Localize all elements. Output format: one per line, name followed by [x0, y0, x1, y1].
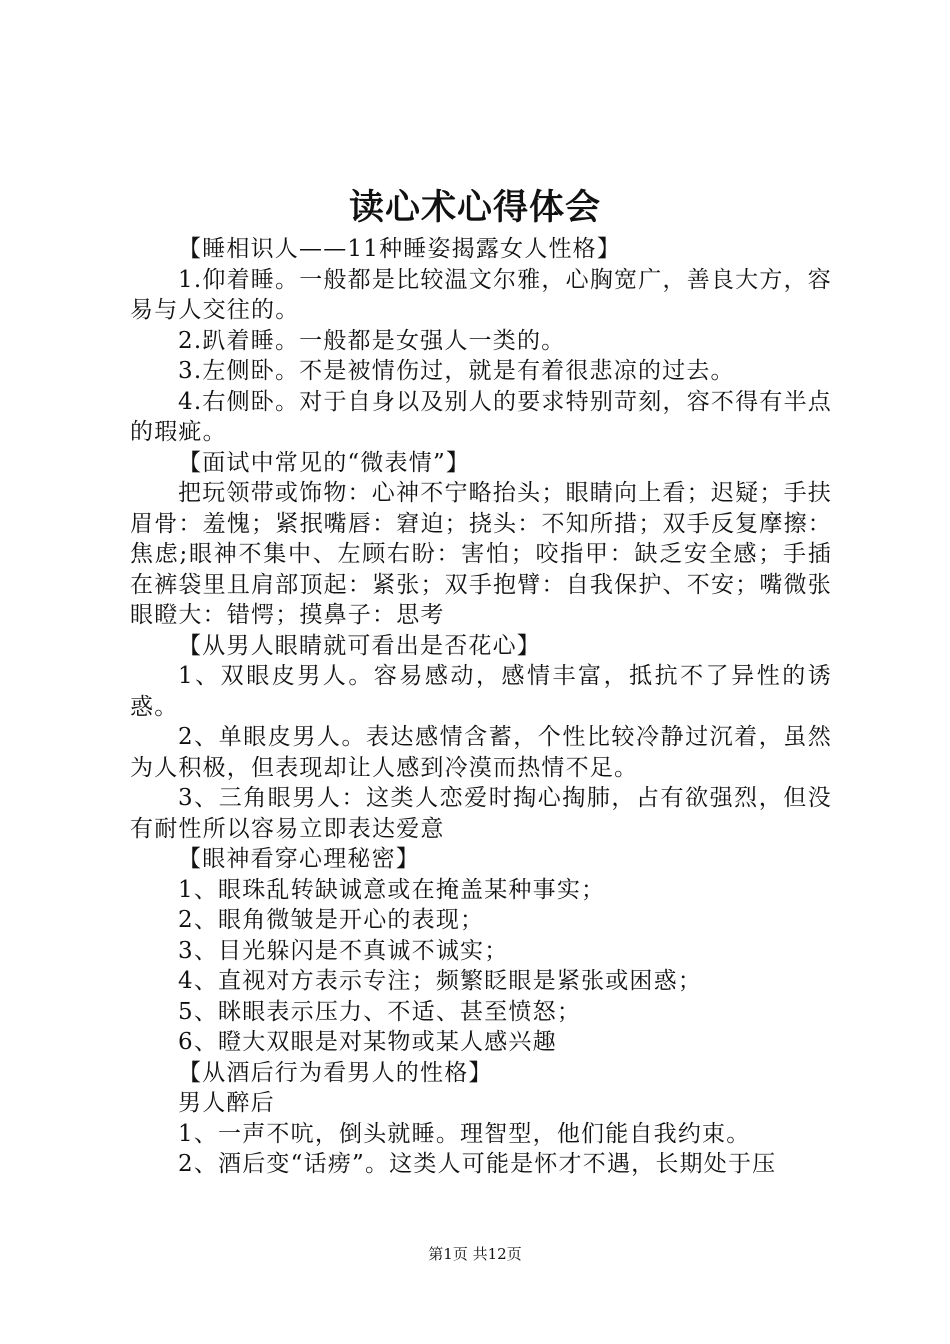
section-heading: 【从酒后行为看男人的性格】: [178, 1059, 493, 1086]
page-footer: 第1页 共12页: [428, 1245, 522, 1263]
paragraph: 2、眼角微皱是开心的表现；: [178, 907, 485, 933]
document-body: [130, 234, 832, 1180]
paragraph: 3、三角眼男人：这类人恋爱时掏心掏肺，占有欲强烈，但没有耐性所以容易立即表达爱意: [130, 785, 832, 842]
paragraph: 4、直视对方表示专注；频繁眨眼是紧张或困惑；: [178, 968, 703, 994]
paragraph: 1.仰着睡。一般都是比较温文尔雅，心胸宽广，善良大方，容易与人交往的。: [130, 266, 832, 323]
paragraph: 1、眼珠乱转缺诚意或在掩盖某种事实；: [178, 876, 606, 903]
paragraph: 3、目光躲闪是不真诚不诚实；: [178, 937, 509, 964]
paragraph: 4.右侧卧。对于自身以及别人的要求特别苛刻，容不得有半点的瑕疵。: [130, 388, 832, 445]
paragraph: 2.趴着睡。一般都是女强人一类的。: [178, 327, 566, 354]
paragraph: 把玩领带或饰物：心神不宁略抬头；眼睛向上看；迟疑；手扶眉骨：羞愧；紧抿嘴唇：窘迫；挠头：不知所措；双手反复摩擦：焦虑;眼神不集中、左顾右盼：害怕；咬指甲：缺乏安全感；手插在裤袋里且肩部顶起：紧张；双手抱臂：自我保护、不安；嘴微张眼瞪大：错愕；摸鼻子：思考: [130, 480, 832, 628]
paragraph: 2、单眼皮男人。表达感情含蓄，个性比较冷静过沉着，虽然为人积极，但表现却让人感到冷漠而热情不足。: [130, 724, 832, 781]
paragraph: 1、双眼皮男人。容易感动，感情丰富，抵抗不了异性的诱惑。: [130, 663, 832, 720]
paragraph: 1、一声不吭，倒头就睡。理智型，他们能自我约束。: [178, 1120, 751, 1147]
paragraph: 5、眯眼表示压力、不适、甚至愤怒；: [178, 998, 582, 1025]
paragraph: 6、瞪大双眼是对某物或某人感兴趣: [178, 1029, 557, 1055]
section-heading: 【眼神看穿心理秘密】: [178, 846, 420, 872]
section-heading: 【从男人眼睛就可看出是否花心】: [178, 632, 541, 659]
paragraph: 3.左侧卧。不是被情伤过，就是有着很悲凉的过去。: [178, 358, 735, 384]
paragraph: 2、酒后变“话痨”。这类人可能是怀才不遇，长期处于压: [178, 1151, 777, 1177]
section-heading: 【面试中常见的“微表情”】: [178, 449, 471, 476]
section-heading: 【睡相识人——11种睡姿揭露女人性格】: [178, 236, 622, 262]
paragraph: 男人醉后: [178, 1090, 275, 1116]
document-title: 读心术心得体会: [348, 187, 601, 228]
